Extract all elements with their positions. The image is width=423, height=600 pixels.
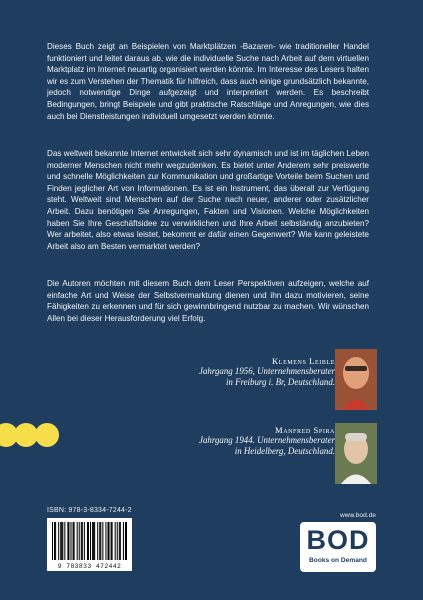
author-name: Manfred Spira xyxy=(274,425,335,435)
decorative-dots xyxy=(0,423,60,449)
author-block-1 xyxy=(199,356,335,388)
author-bio-line: Jahrgang 1944. Unternehmensberater xyxy=(199,435,335,445)
author-photo-2 xyxy=(335,423,377,484)
yellow-dot-icon xyxy=(35,423,59,447)
author-block-2 xyxy=(199,425,335,457)
author-name: Klemens Leible xyxy=(272,356,335,366)
author-bio-line: in Freiburg i. Br, Deutschland. xyxy=(225,377,335,387)
blurb-paragraph-2: Das weltweit bekannte Internet entwickelt sich sehr dynamisch und ist im täglichen Leben moderner Menschen nicht mehr wegzudenken. Es bietet unter Anderem sehr preiswerte und schnelle Möglichkeiten zur Kommunikation und großartige Vorteile beim Suchen und Finden jeglicher Art von Informationen. Es ist ein Instrument, das überall zur Verfügung steht. Weltweit sind Menschen auf der Suche nach neuer, anderer oder zusätzlicher Arbeit. Dazu benötigen Sie Anregungen, Fakten und Visionen. Welche Möglichkeiten haben Sie Ihre Geschäftsidee zu verwirklichen und Ihre Arbeit selbständig anzubieten? Wer arbeitet, also etwas leistet, bekommt er dafür einen Gegenwert? Wie kann geleistete Arbeit also am Besten vermarktet werden? xyxy=(47,149,369,251)
author-bio-line: in Heidelberg, Deutschland. xyxy=(234,446,335,456)
publisher-tagline: Books on Demand xyxy=(309,557,367,564)
author-bio-line: Jahrgang 1956, Unternehmensberater xyxy=(199,366,335,376)
isbn-label: ISBN: 978-3-8334-7244-2 xyxy=(47,507,132,514)
author-photo-1 xyxy=(335,349,377,410)
barcode-bars-icon xyxy=(47,518,132,562)
barcode-digits: 9 783833 472442 xyxy=(47,562,132,571)
blurb-paragraph-3: Die Autoren möchten mit diesem Buch dem Leser Perspektiven aufzeigen, welche auf einfache Art und Weise der Selbstvermarktung dienen und ihn dazu motivieren, seine Fähigkeiten zu erkennen und für sich gewinnbringend nutzbar zu machen. Wir wünschen Allen bei dieser Herausforderung viel Erfolg. xyxy=(47,279,369,323)
publisher-url: www.bod.de xyxy=(340,512,376,519)
blurb-paragraph-1: Dieses Buch zeigt an Beispielen von Marktplätzen -Bazaren- wie traditioneller Handel funktioniert und leitet daraus ab, wie die individuelle Suche nach Arbeit auf dem virtuellen Marktplatz im Internet neuartig organisiert werden könnte. Im Interesse des Lesers halten wir es zum Verstehen der Thematik für hilfreich, dass auch einige grundsätzlich bekannte, jedoch notwendige Dinge aufgezeigt und interpretiert werden. Es beschreibt Bedingungen, bringt Beispiele und gibt praktische Ratschläge und Anregungen, wie dies auch bei Dienstleistungen individuell umgesetzt werden könnte. xyxy=(47,42,369,121)
publisher-logo-word: BOD xyxy=(306,525,370,555)
